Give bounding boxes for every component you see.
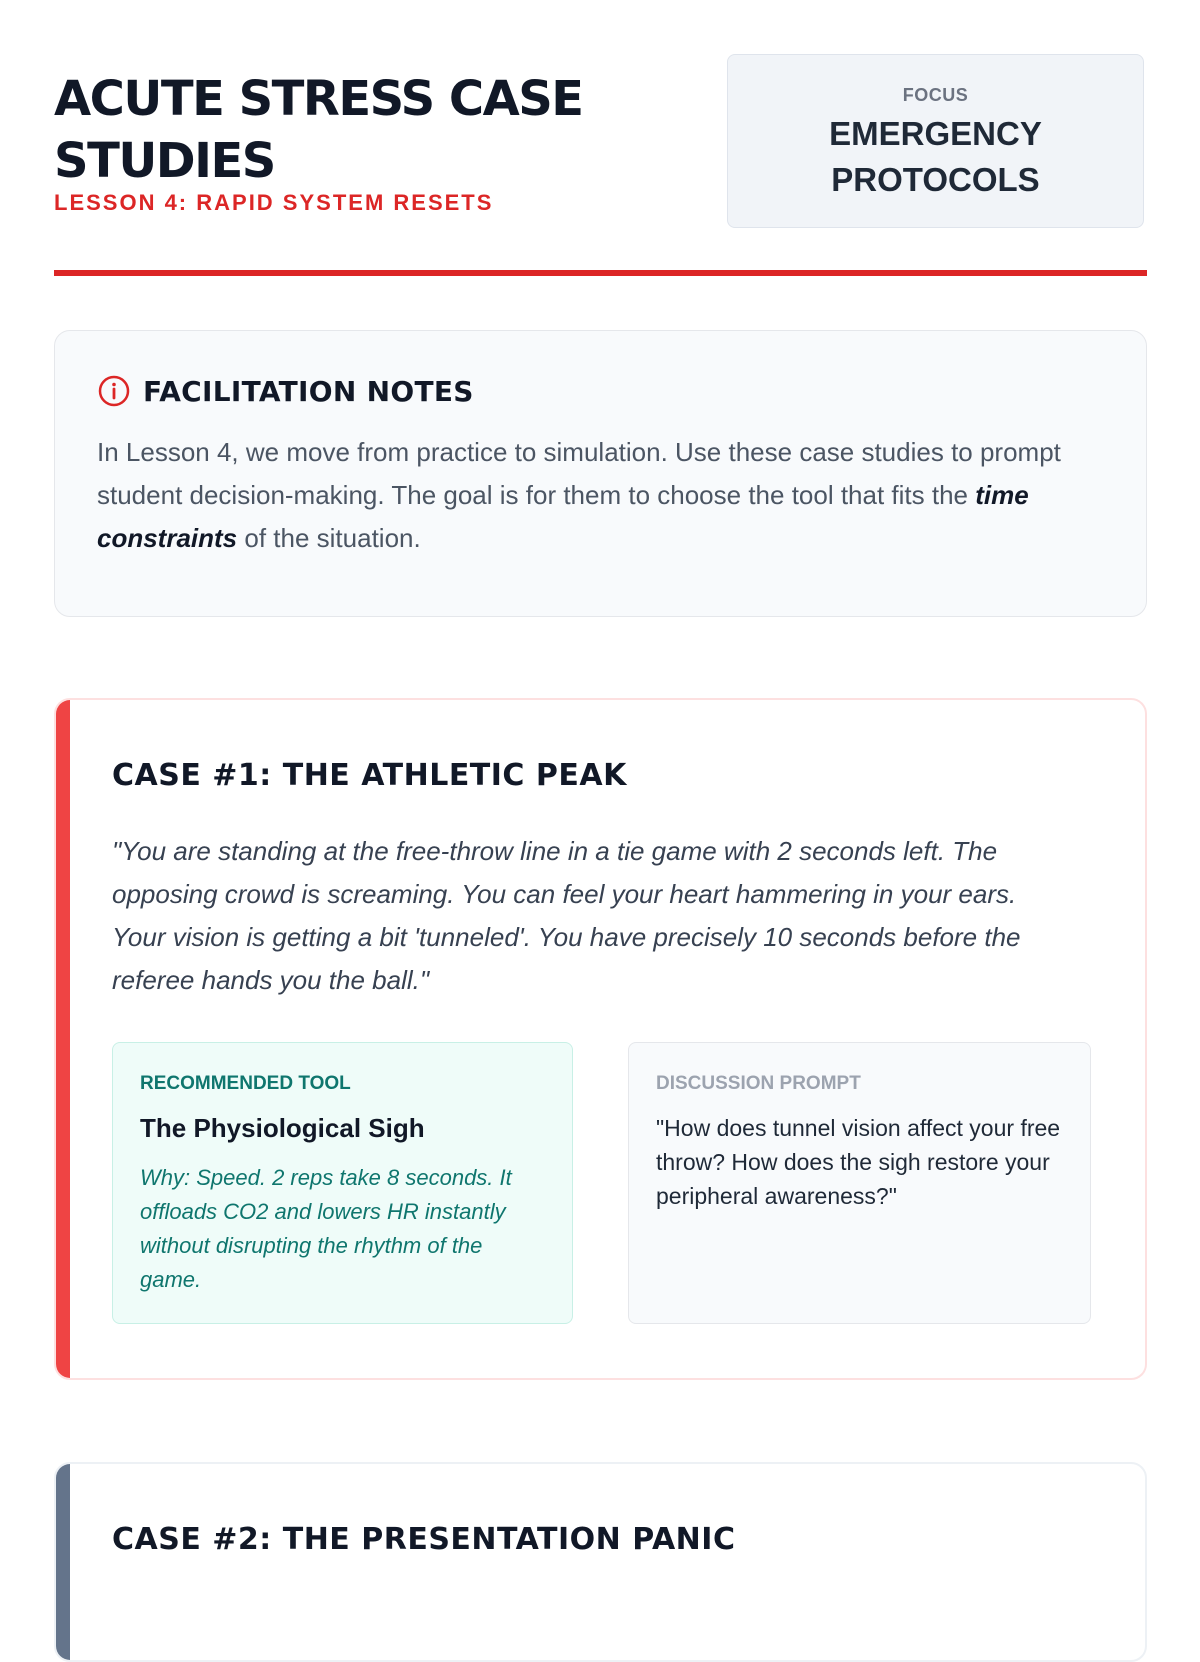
facilitation-notes-card <box>54 330 1147 617</box>
case-card-1 <box>54 698 1147 1380</box>
info-circle-icon <box>97 374 131 408</box>
recommended-tool-label: RECOMMENDED TOOL <box>140 1073 351 1094</box>
discussion-prompt-label: DISCUSSION PROMPT <box>656 1073 861 1094</box>
page-title: ACUTE STRESS CASE STUDIES <box>54 71 583 189</box>
notes-text-end: of the situation. <box>237 523 421 553</box>
facilitation-notes-body <box>97 431 1097 560</box>
discussion-prompt-box <box>628 1042 1091 1324</box>
facilitation-notes-header <box>97 373 474 409</box>
case-accent-bar <box>56 700 70 1378</box>
notes-text-start: In Lesson 4, we move from practice to simulation. Use these case studies to prompt student decision-making. The goal is for them to choose the tool that fits the <box>97 437 1061 510</box>
recommended-tool-name: The Physiological Sigh <box>140 1113 425 1143</box>
notes-emphasis: time constraints <box>97 480 1029 553</box>
page <box>54 0 1147 1557</box>
case-accent-bar <box>56 1464 70 1660</box>
page-header <box>54 0 1147 282</box>
focus-badge <box>727 54 1144 228</box>
recommended-tool-reason: Why: Speed. 2 reps take 8 seconds. It offloads CO2 and lowers HR instantly without disrupting the rhythm of the game. <box>140 1165 512 1292</box>
recommended-tool-box <box>112 1042 573 1324</box>
focus-value: EMERGENCY PROTOCOLS <box>829 115 1042 198</box>
focus-label: FOCUS <box>902 85 969 105</box>
case-title: CASE #1: THE ATHLETIC PEAK <box>112 758 627 793</box>
header-divider <box>54 270 1147 276</box>
facilitation-notes-title: FACILITATION NOTES <box>143 374 474 408</box>
lesson-subtitle: LESSON 4: RAPID SYSTEM RESETS <box>54 190 494 215</box>
case-card-2 <box>54 1462 1147 1662</box>
discussion-prompt-text: "How does tunnel vision affect your free throw? How does the sigh restore your peripheral awareness?" <box>656 1115 1061 1209</box>
case-scenario-quote: "You are standing at the free-throw line in a tie game with 2 seconds left. The opposing crowd is screaming. You can feel your heart hammering in your ears. Your vision is getting a bit 'tunneled'. You have precisely 10 seconds before the referee hands you the ball." <box>112 836 1021 995</box>
case-title: CASE #2: THE PRESENTATION PANIC <box>112 1522 736 1557</box>
